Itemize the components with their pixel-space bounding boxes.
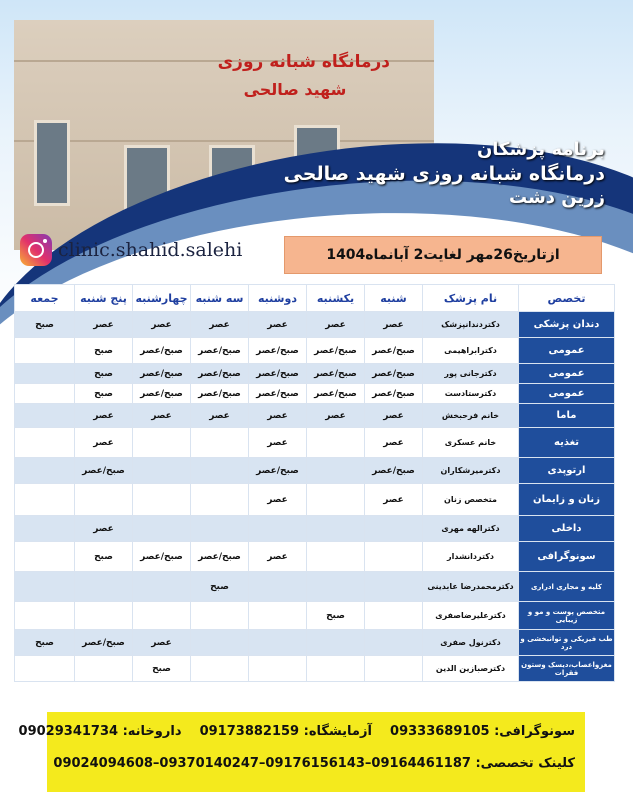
shift-cell: صبح/عصر — [191, 384, 249, 404]
shift-cell — [191, 428, 249, 458]
shift-cell: صبح — [133, 656, 191, 682]
shift-cell — [249, 602, 307, 630]
instagram-icon — [20, 234, 52, 266]
page-title — [245, 138, 605, 210]
shift-cell — [365, 542, 423, 572]
specialty-cell: ماما — [519, 404, 615, 428]
table-row — [15, 542, 615, 572]
doctor-cell: دکترالهه مهری — [423, 516, 519, 542]
specialty-cell: تغذیه — [519, 428, 615, 458]
shift-cell — [133, 428, 191, 458]
shift-cell — [249, 572, 307, 602]
shift-cell — [307, 458, 365, 484]
shift-cell: صبح — [15, 312, 75, 338]
doctor-cell: دکتردندانپزشک — [423, 312, 519, 338]
shift-cell: عصر — [365, 404, 423, 428]
shift-cell: عصر — [365, 484, 423, 516]
specialty-cell: عمومی — [519, 384, 615, 404]
shift-cell: عصر — [133, 404, 191, 428]
shift-cell — [365, 656, 423, 682]
column-header: تخصص — [519, 285, 615, 312]
contact-footer — [18, 712, 585, 792]
shift-cell — [307, 516, 365, 542]
shift-cell — [15, 572, 75, 602]
shift-cell: عصر — [191, 312, 249, 338]
table-row — [15, 428, 615, 458]
specialty-cell: عمومی — [519, 338, 615, 364]
doctor-cell: دکترابراهیمی — [423, 338, 519, 364]
shift-cell: صبح/عصر — [133, 338, 191, 364]
shift-cell — [249, 516, 307, 542]
shift-cell: صبح/عصر — [307, 364, 365, 384]
title-line2: درمانگاه شبانه روزی شهید صالحی — [283, 163, 605, 185]
shift-cell: عصر — [133, 630, 191, 656]
shift-cell — [15, 364, 75, 384]
shift-cell: صبح/عصر — [191, 364, 249, 384]
building-sign-line1: درمانگاه شبانه روزی — [217, 52, 390, 72]
shift-cell — [307, 428, 365, 458]
specialty-cell: ارتوپدی — [519, 458, 615, 484]
doctor-cell: خانم فرحبخش — [423, 404, 519, 428]
shift-cell — [191, 516, 249, 542]
shift-cell: عصر — [307, 404, 365, 428]
shift-cell — [75, 656, 133, 682]
doctor-cell: متخصص زنان — [423, 484, 519, 516]
shift-cell: صبح/عصر — [249, 338, 307, 364]
shift-cell — [133, 458, 191, 484]
column-header: جمعه — [15, 285, 75, 312]
specialty-cell: دندان پزشکی — [519, 312, 615, 338]
doctor-cell: دکتردانشدار — [423, 542, 519, 572]
shift-cell: عصر — [249, 484, 307, 516]
clinic-label: کلینک تخصصی: — [475, 756, 575, 771]
shift-cell — [133, 572, 191, 602]
shift-cell — [15, 602, 75, 630]
table-row — [15, 630, 615, 656]
shift-cell: صبح/عصر — [75, 458, 133, 484]
shift-cell: صبح/عصر — [365, 458, 423, 484]
clinic-phones[interactable]: 09164461187–09176156143–09370140247–09024094608 — [53, 756, 471, 771]
column-header: دوشنبه — [249, 285, 307, 312]
table-header-row — [15, 285, 615, 312]
pharmacy-phone[interactable]: 09029341734 — [18, 724, 119, 739]
shift-cell — [191, 458, 249, 484]
shift-cell: عصر — [75, 404, 133, 428]
shift-cell — [15, 404, 75, 428]
shift-cell: صبح — [75, 384, 133, 404]
pharmacy-label: داروخانه: — [122, 724, 182, 739]
specialty-cell: متخصص پوست و مو و زیبایی — [519, 602, 615, 630]
table-row — [15, 602, 615, 630]
shift-cell — [307, 542, 365, 572]
shift-cell: عصر — [133, 312, 191, 338]
doctor-schedule-table — [14, 284, 615, 682]
shift-cell — [307, 630, 365, 656]
table-row — [15, 338, 615, 364]
sono-label: سونوگرافی: — [494, 724, 575, 739]
shift-cell — [191, 656, 249, 682]
shift-cell: عصر — [191, 404, 249, 428]
shift-cell — [365, 572, 423, 602]
table-row — [15, 484, 615, 516]
specialty-cell: زنان و زایمان — [519, 484, 615, 516]
lab-phone[interactable]: 09173882159 — [199, 724, 300, 739]
column-header: پنج شنبه — [75, 285, 133, 312]
shift-cell: صبح/عصر — [365, 364, 423, 384]
shift-cell: صبح/عصر — [249, 458, 307, 484]
shift-cell: صبح/عصر — [75, 630, 133, 656]
shift-cell: عصر — [249, 404, 307, 428]
table-row — [15, 572, 615, 602]
shift-cell — [249, 656, 307, 682]
doctor-cell: دکترمیرشکاران — [423, 458, 519, 484]
shift-cell: صبح/عصر — [365, 384, 423, 404]
shift-cell: صبح/عصر — [249, 364, 307, 384]
table-row — [15, 384, 615, 404]
shift-cell — [75, 572, 133, 602]
column-header: نام پزشک — [423, 285, 519, 312]
table-row — [15, 516, 615, 542]
specialty-cell: سونوگرافی — [519, 542, 615, 572]
doctor-cell: خانم عسکری — [423, 428, 519, 458]
column-header: شنبه — [365, 285, 423, 312]
shift-cell: صبح/عصر — [133, 364, 191, 384]
shift-cell: صبح/عصر — [365, 338, 423, 364]
shift-cell: عصر — [365, 428, 423, 458]
table-row — [15, 458, 615, 484]
doctor-cell: دکترستادست — [423, 384, 519, 404]
shift-cell — [15, 458, 75, 484]
shift-cell: عصر — [365, 312, 423, 338]
table-row — [15, 404, 615, 428]
shift-cell — [15, 516, 75, 542]
shift-cell: صبح/عصر — [249, 384, 307, 404]
shift-cell: صبح/عصر — [191, 542, 249, 572]
shift-cell: صبح/عصر — [133, 542, 191, 572]
doctor-cell: دکترصبازین الدین — [423, 656, 519, 682]
lab-label: آزمایشگاه: — [303, 724, 372, 739]
shift-cell: صبح — [307, 602, 365, 630]
shift-cell: عصر — [249, 428, 307, 458]
shift-cell: عصر — [75, 428, 133, 458]
instagram-handle: clinic.shahid.salehi — [58, 239, 243, 261]
shift-cell: عصر — [249, 312, 307, 338]
shift-cell: صبح/عصر — [307, 384, 365, 404]
shift-cell: عصر — [75, 516, 133, 542]
title-line3: زرین دشت — [509, 187, 605, 208]
column-header: یکشنبه — [307, 285, 365, 312]
shift-cell: عصر — [249, 542, 307, 572]
footer-line1 — [18, 724, 575, 739]
shift-cell — [15, 542, 75, 572]
shift-cell — [365, 602, 423, 630]
shift-cell — [307, 572, 365, 602]
instagram-link[interactable] — [20, 234, 242, 266]
doctor-cell: دکترجانی پور — [423, 364, 519, 384]
shift-cell: عصر — [307, 312, 365, 338]
shift-cell: صبح — [15, 630, 75, 656]
shift-cell — [133, 516, 191, 542]
doctor-cell: دکترمحمدرضا عابدینی — [423, 572, 519, 602]
shift-cell: صبح — [191, 572, 249, 602]
title-line1: برنامه پزشکان — [476, 139, 605, 160]
shift-cell: صبح — [75, 364, 133, 384]
shift-cell — [15, 428, 75, 458]
shift-cell — [365, 516, 423, 542]
hero-banner — [0, 0, 633, 330]
shift-cell — [75, 484, 133, 516]
specialty-cell: مغزواعصاب،دیسک وستون فقرات — [519, 656, 615, 682]
shift-cell: صبح/عصر — [307, 338, 365, 364]
building-sign-line2: شهید صالحی — [243, 80, 347, 99]
column-header: سه شنبه — [191, 285, 249, 312]
shift-cell: عصر — [75, 312, 133, 338]
shift-cell — [307, 656, 365, 682]
shift-cell — [249, 630, 307, 656]
shift-cell — [15, 656, 75, 682]
shift-cell: صبح — [75, 542, 133, 572]
specialty-cell: کلیه و مجاری ادراری — [519, 572, 615, 602]
shift-cell — [191, 630, 249, 656]
doctor-cell: دکترعلیرضاصفری — [423, 602, 519, 630]
shift-cell — [75, 602, 133, 630]
sono-phone[interactable]: 09333689105 — [390, 724, 490, 739]
shift-cell — [365, 630, 423, 656]
doctor-cell: دکترنول صفری — [423, 630, 519, 656]
shift-cell: صبح/عصر — [191, 338, 249, 364]
shift-cell — [307, 484, 365, 516]
shift-cell — [15, 484, 75, 516]
shift-cell — [15, 338, 75, 364]
shift-cell — [133, 602, 191, 630]
specialty-cell: طب فیزیکی و توانبخشی و درد — [519, 630, 615, 656]
table-row — [15, 312, 615, 338]
shift-cell — [15, 384, 75, 404]
shift-cell — [133, 484, 191, 516]
shift-cell — [191, 602, 249, 630]
specialty-cell: عمومی — [519, 364, 615, 384]
footer-line2 — [53, 756, 575, 771]
specialty-cell: داخلی — [519, 516, 615, 542]
date-range-banner: ازتاریخ26مهر لغایت2 آبانماه1404 — [284, 236, 602, 274]
shift-cell: صبح — [75, 338, 133, 364]
shift-cell — [191, 484, 249, 516]
shift-cell: صبح/عصر — [133, 384, 191, 404]
table-row — [15, 656, 615, 682]
column-header: چهارشنبه — [133, 285, 191, 312]
table-row — [15, 364, 615, 384]
